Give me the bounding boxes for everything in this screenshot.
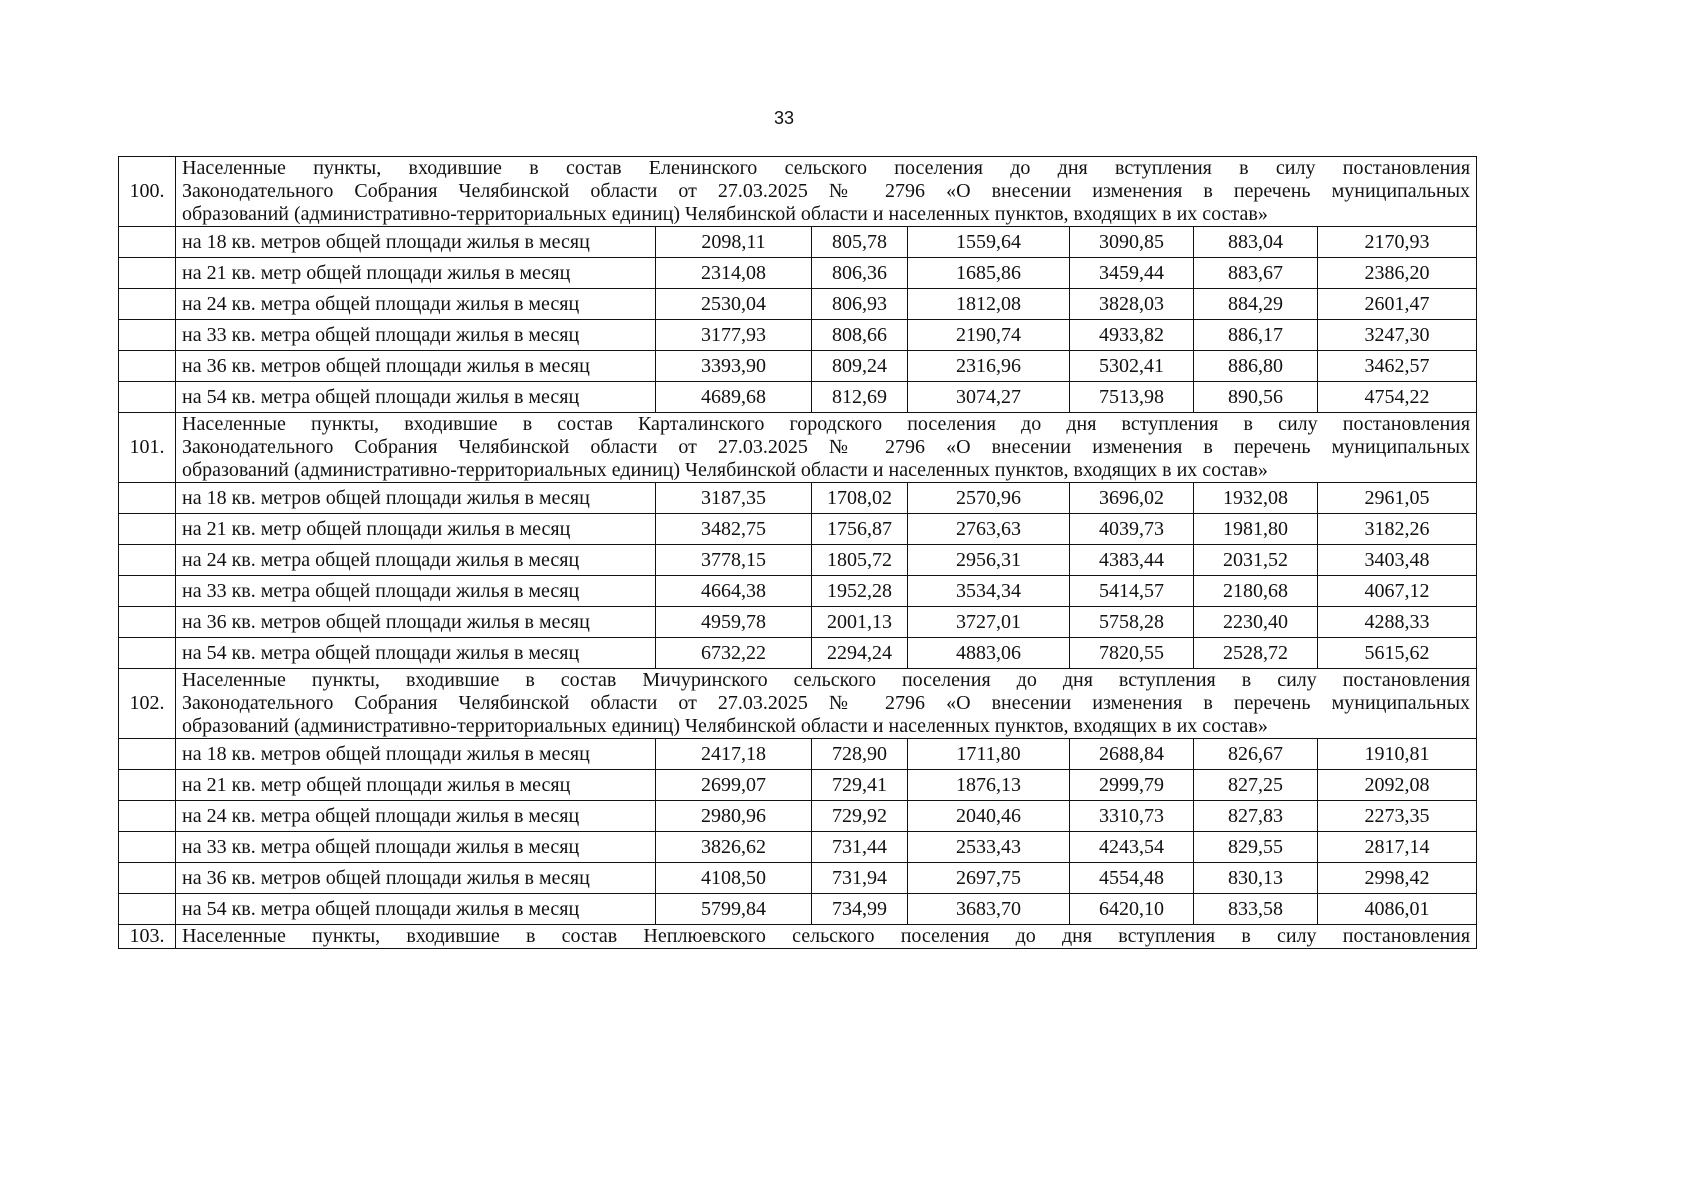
value-cell: 2316,96 [908,351,1070,382]
section-description [176,669,1477,739]
value-cell: 812,69 [812,382,908,413]
empty-number-cell [119,894,176,925]
value-cell: 1981,80 [1194,514,1318,545]
value-cell: 4554,48 [1070,863,1194,894]
value-cell: 2180,68 [1194,576,1318,607]
value-cell: 1559,64 [908,227,1070,258]
empty-number-cell [119,514,176,545]
row-label: на 18 кв. метров общей площади жилья в месяц [176,483,656,514]
tariff-table [118,156,1477,949]
table-row [119,739,1477,770]
value-cell: 2533,43 [908,832,1070,863]
description-line: образований (административно-территориальных единиц) Челябинской области и населенных пунктов, входящих в их состав» [182,715,1268,737]
section-description [176,157,1477,227]
value-cell: 829,55 [1194,832,1318,863]
value-cell: 883,04 [1194,227,1318,258]
value-cell: 806,36 [812,258,908,289]
row-label: на 24 кв. метра общей площади жилья в месяц [176,545,656,576]
empty-number-cell [119,545,176,576]
value-cell: 886,80 [1194,351,1318,382]
value-cell: 2528,72 [1194,638,1318,669]
value-cell: 1708,02 [812,483,908,514]
value-cell: 3482,75 [656,514,812,545]
value-cell: 731,94 [812,863,908,894]
value-cell: 2098,11 [656,227,812,258]
table-body [119,157,1477,949]
value-cell: 3247,30 [1318,320,1477,351]
value-cell: 1876,13 [908,770,1070,801]
value-cell: 883,67 [1194,258,1318,289]
row-label: на 18 кв. метров общей площади жилья в месяц [176,739,656,770]
value-cell: 805,78 [812,227,908,258]
table-row [119,638,1477,669]
empty-number-cell [119,607,176,638]
value-cell: 5615,62 [1318,638,1477,669]
value-cell: 2530,04 [656,289,812,320]
value-cell: 5414,57 [1070,576,1194,607]
value-cell: 1910,81 [1318,739,1477,770]
empty-number-cell [119,770,176,801]
description-line: Законодательного Собрания Челябинской области от 27.03.2025 № 2796 «О внесении изменения в перечень муниципальных [182,180,1471,202]
value-cell: 2386,20 [1318,258,1477,289]
value-cell: 2763,63 [908,514,1070,545]
value-cell: 5799,84 [656,894,812,925]
value-cell: 4243,54 [1070,832,1194,863]
value-cell: 2697,75 [908,863,1070,894]
value-cell: 2570,96 [908,483,1070,514]
section-description [176,413,1477,483]
value-cell: 2699,07 [656,770,812,801]
value-cell: 2170,93 [1318,227,1477,258]
value-cell: 1756,87 [812,514,908,545]
value-cell: 3727,01 [908,607,1070,638]
value-cell: 2040,46 [908,801,1070,832]
value-cell: 2294,24 [812,638,908,669]
table-row [119,894,1477,925]
value-cell: 3826,62 [656,832,812,863]
value-cell: 4383,44 [1070,545,1194,576]
row-label: на 18 кв. метров общей площади жилья в месяц [176,227,656,258]
empty-number-cell [119,320,176,351]
description-line: Населенные пункты, входившие в состав Еленинского сельского поселения до дня вступления в силу постановления [182,157,1471,179]
value-cell: 2230,40 [1194,607,1318,638]
table-row [119,801,1477,832]
description-line: Населенные пункты, входившие в состав Мичуринского сельского поселения до дня вступления в силу постановления [182,669,1471,691]
row-label: на 36 кв. метров общей площади жилья в месяц [176,607,656,638]
value-cell: 2190,74 [908,320,1070,351]
table-row [119,320,1477,351]
empty-number-cell [119,863,176,894]
value-cell: 808,66 [812,320,908,351]
section-header-row [119,925,1477,949]
value-cell: 4883,06 [908,638,1070,669]
value-cell: 2956,31 [908,545,1070,576]
table-row [119,351,1477,382]
section-header-row [119,157,1477,227]
value-cell: 1812,08 [908,289,1070,320]
value-cell: 2999,79 [1070,770,1194,801]
value-cell: 4288,33 [1318,607,1477,638]
empty-number-cell [119,638,176,669]
row-label: на 54 кв. метра общей площади жилья в месяц [176,382,656,413]
description-line: Населенные пункты, входившие в состав Карталинского городского поселения до дня вступления в силу постановления [182,413,1471,435]
value-cell: 3074,27 [908,382,1070,413]
value-cell: 884,29 [1194,289,1318,320]
value-cell: 728,90 [812,739,908,770]
row-label: на 21 кв. метр общей площади жилья в месяц [176,258,656,289]
value-cell: 6732,22 [656,638,812,669]
row-label: на 54 кв. метра общей площади жилья в месяц [176,638,656,669]
value-cell: 2998,42 [1318,863,1477,894]
page-number: 33 [773,108,795,128]
value-cell: 3403,48 [1318,545,1477,576]
empty-number-cell [119,739,176,770]
empty-number-cell [119,258,176,289]
value-cell: 2092,08 [1318,770,1477,801]
row-label: на 21 кв. метр общей площади жилья в месяц [176,514,656,545]
value-cell: 4039,73 [1070,514,1194,545]
value-cell: 2031,52 [1194,545,1318,576]
table-row [119,863,1477,894]
section-header-row [119,669,1477,739]
row-label: на 54 кв. метра общей площади жилья в месяц [176,894,656,925]
empty-number-cell [119,801,176,832]
value-cell: 3310,73 [1070,801,1194,832]
value-cell: 806,93 [812,289,908,320]
value-cell: 3182,26 [1318,514,1477,545]
value-cell: 3177,93 [656,320,812,351]
value-cell: 1952,28 [812,576,908,607]
table-row [119,770,1477,801]
value-cell: 2688,84 [1070,739,1194,770]
value-cell: 3534,34 [908,576,1070,607]
value-cell: 5302,41 [1070,351,1194,382]
value-cell: 7820,55 [1070,638,1194,669]
value-cell: 1805,72 [812,545,908,576]
value-cell: 827,25 [1194,770,1318,801]
value-cell: 734,99 [812,894,908,925]
value-cell: 4086,01 [1318,894,1477,925]
empty-number-cell [119,289,176,320]
value-cell: 3187,35 [656,483,812,514]
value-cell: 4664,38 [656,576,812,607]
value-cell: 3683,70 [908,894,1070,925]
value-cell: 2314,08 [656,258,812,289]
value-cell: 3462,57 [1318,351,1477,382]
description-line: Законодательного Собрания Челябинской области от 27.03.2025 № 2796 «О внесении изменения в перечень муниципальных [182,436,1471,458]
row-label: на 33 кв. метра общей площади жилья в месяц [176,576,656,607]
value-cell: 4689,68 [656,382,812,413]
value-cell: 3778,15 [656,545,812,576]
table-row [119,514,1477,545]
table-row [119,289,1477,320]
value-cell: 7513,98 [1070,382,1194,413]
value-cell: 1711,80 [908,739,1070,770]
value-cell: 729,41 [812,770,908,801]
table-row [119,576,1477,607]
value-cell: 2001,13 [812,607,908,638]
table-row [119,258,1477,289]
value-cell: 830,13 [1194,863,1318,894]
empty-number-cell [119,227,176,258]
value-cell: 2980,96 [656,801,812,832]
value-cell: 5758,28 [1070,607,1194,638]
table-row [119,545,1477,576]
description-line: образований (административно-территориальных единиц) Челябинской области и населенных пунктов, входящих в их состав» [182,203,1268,225]
section-number: 101. [119,413,176,483]
value-cell: 4067,12 [1318,576,1477,607]
value-cell: 2417,18 [656,739,812,770]
row-label: на 24 кв. метра общей площади жилья в месяц [176,801,656,832]
table-row [119,483,1477,514]
value-cell: 3090,85 [1070,227,1194,258]
value-cell: 809,24 [812,351,908,382]
value-cell: 2817,14 [1318,832,1477,863]
value-cell: 827,83 [1194,801,1318,832]
section-number: 100. [119,157,176,227]
value-cell: 4754,22 [1318,382,1477,413]
section-number: 102. [119,669,176,739]
empty-number-cell [119,382,176,413]
row-label: на 24 кв. метра общей площади жилья в месяц [176,289,656,320]
value-cell: 1685,86 [908,258,1070,289]
value-cell: 886,17 [1194,320,1318,351]
value-cell: 3696,02 [1070,483,1194,514]
value-cell: 3828,03 [1070,289,1194,320]
table-row [119,227,1477,258]
section-description [176,925,1477,949]
empty-number-cell [119,351,176,382]
row-label: на 36 кв. метров общей площади жилья в месяц [176,863,656,894]
value-cell: 3459,44 [1070,258,1194,289]
row-label: на 36 кв. метров общей площади жилья в месяц [176,351,656,382]
section-number: 103. [119,925,176,949]
table-row [119,607,1477,638]
row-label: на 21 кв. метр общей площади жилья в месяц [176,770,656,801]
value-cell: 1932,08 [1194,483,1318,514]
table-row [119,382,1477,413]
description-line: Законодательного Собрания Челябинской области от 27.03.2025 № 2796 «О внесении изменения в перечень муниципальных [182,692,1471,714]
value-cell: 890,56 [1194,382,1318,413]
value-cell: 6420,10 [1070,894,1194,925]
value-cell: 729,92 [812,801,908,832]
empty-number-cell [119,483,176,514]
value-cell: 731,44 [812,832,908,863]
value-cell: 826,67 [1194,739,1318,770]
empty-number-cell [119,832,176,863]
value-cell: 4108,50 [656,863,812,894]
row-label: на 33 кв. метра общей площади жилья в месяц [176,320,656,351]
row-label: на 33 кв. метра общей площади жилья в месяц [176,832,656,863]
value-cell: 3393,90 [656,351,812,382]
value-cell: 2273,35 [1318,801,1477,832]
table-row [119,832,1477,863]
value-cell: 4933,82 [1070,320,1194,351]
description-line: образований (административно-территориальных единиц) Челябинской области и населенных пунктов, входящих в их состав» [182,459,1268,481]
section-header-row [119,413,1477,483]
value-cell: 833,58 [1194,894,1318,925]
empty-number-cell [119,576,176,607]
value-cell: 2961,05 [1318,483,1477,514]
description-line: Населенные пункты, входившие в состав Неплюевского сельского поселения до дня вступления в силу постановления [182,925,1471,947]
value-cell: 4959,78 [656,607,812,638]
value-cell: 2601,47 [1318,289,1477,320]
